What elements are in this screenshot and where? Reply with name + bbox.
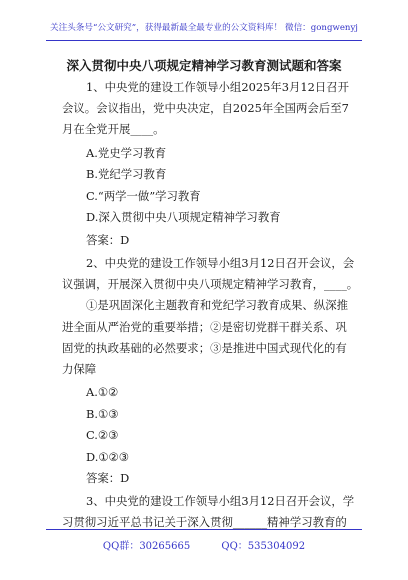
- q2-option-a: A.①②: [86, 385, 119, 399]
- q1-line-1: 1、中央党的建设工作领导小组2025年3月12日召开: [86, 80, 350, 94]
- header-divider: [46, 40, 362, 41]
- q1-line-3: 月在全党开展____。: [62, 122, 165, 136]
- q1-option-a: A.党史学习教育: [86, 146, 167, 160]
- q2-answer: 答案：D: [86, 471, 130, 485]
- qq-text: QQ：535304092: [221, 541, 306, 552]
- q2-line-6: 力保障: [62, 362, 97, 376]
- promo-text: 关注头条号“公文研究”，获得最新最全最专业的公文资料库！ 微信：gongwenyj: [50, 23, 358, 33]
- q2-line-2: 议强调，开展深入贯彻中央八项规定精神学习教育，____。: [62, 277, 359, 291]
- footer-contacts: [46, 537, 362, 552]
- q1-answer: 答案：D: [86, 233, 130, 247]
- q2-option-c: C.②③: [86, 428, 119, 442]
- q1-option-b: B.党纪学习教育: [86, 167, 167, 181]
- q1-option-c: C.“两学一做”学习教育: [86, 189, 201, 203]
- page-header: [0, 0, 408, 44]
- q3-line-1: 3、中央党的建设工作领导小组3月12日召开会议，学: [86, 494, 355, 508]
- q2-line-4: 进全面从严治党的重要举措；②是密切党群干群关系、巩: [62, 320, 347, 334]
- q1-line-2: 会议。会议指出，党中央决定，自2025年全国两会后至7: [62, 101, 349, 115]
- q1-option-d: D.深入贯彻中央八项规定精神学习教育: [86, 210, 281, 224]
- q2-option-b: B.①③: [86, 407, 119, 421]
- q2-line-3: ①是巩固深化主题教育和党纪学习教育成果、纵深推: [86, 298, 348, 312]
- q2-option-d: D.①②③: [86, 450, 129, 464]
- q2-line-5: 固党的执政基础的必然要求；③是推进中国式现代化的有: [62, 341, 347, 355]
- q3-line-2: 习贯彻习近平总书记关于深入贯彻______精神学习教育的: [62, 515, 347, 529]
- qq-group-text: QQ群：30265665: [102, 541, 191, 552]
- document-title: 深入贯彻中央八项规定精神学习教育测试题和答案: [66, 58, 342, 73]
- q2-line-1: 2、中央党的建设工作领导小组3月12日召开会议，会: [86, 256, 355, 270]
- page-footer: [46, 529, 362, 552]
